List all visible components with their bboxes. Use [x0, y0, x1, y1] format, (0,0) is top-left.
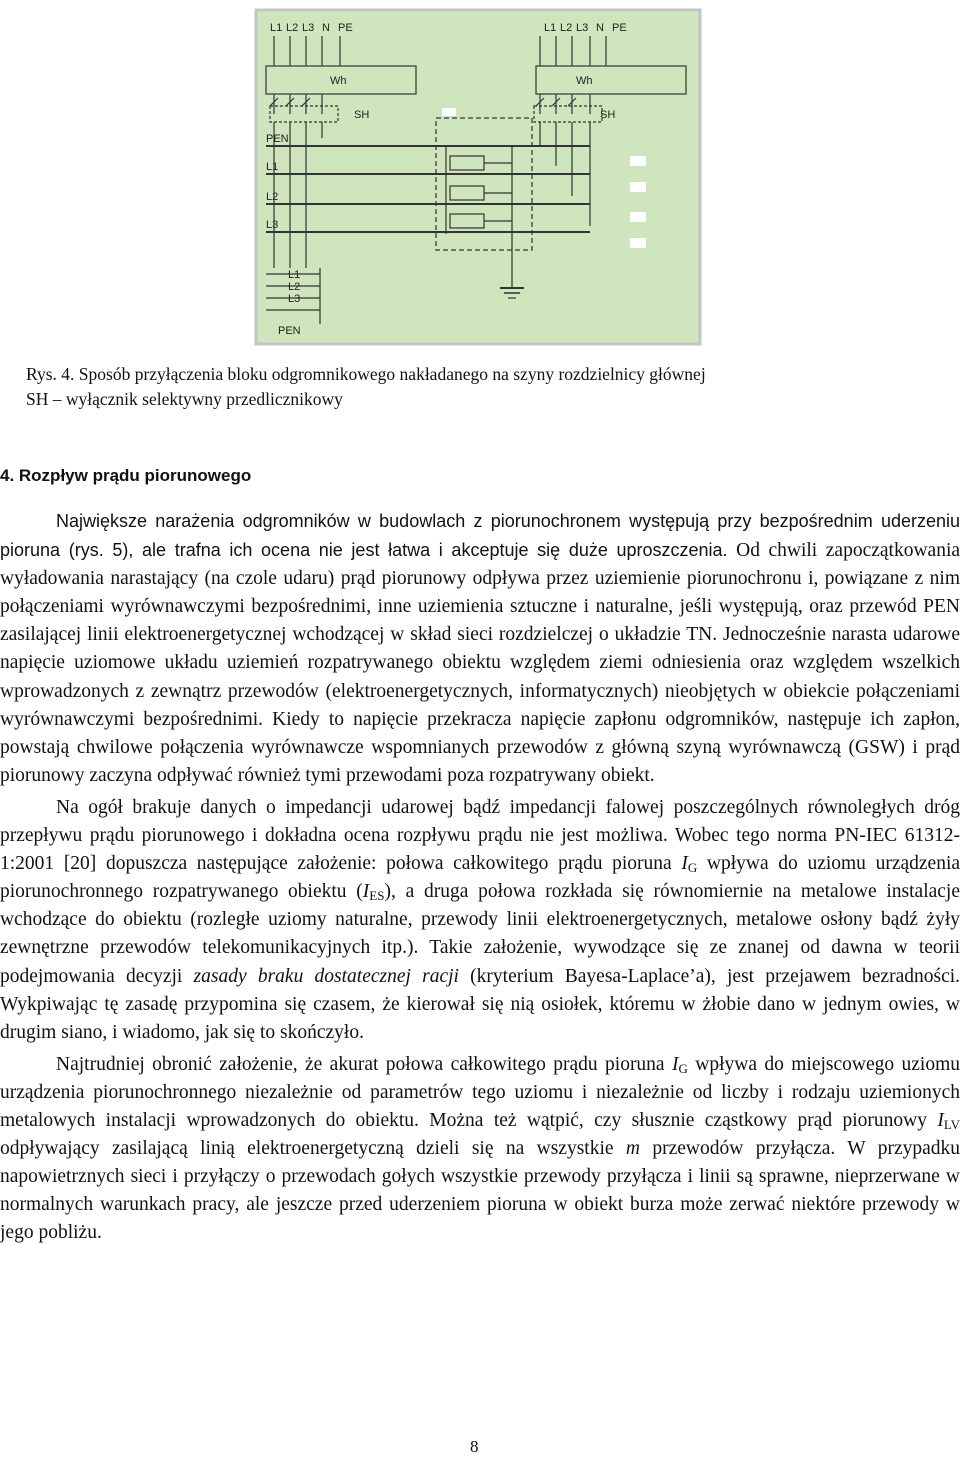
caption-line-2: SH – wyłącznik selektywny przedlicznikowy [26, 389, 343, 409]
circuit-diagram-figure [250, 6, 706, 346]
label-l3-left: L3 [302, 22, 315, 34]
p3-symbol-m: m [625, 1138, 640, 1160]
label-sh-left: SH [354, 109, 370, 121]
label-pen-supply: PEN [278, 325, 301, 337]
page-number: 8 [470, 1437, 479, 1456]
caption-line-1: Rys. 4. Sposób przyłączenia bloku odgromnikowego nakładanego na szyny rozdzielnicy głównej [26, 364, 706, 384]
body-text [0, 507, 960, 1247]
label-l3-supply: L3 [288, 293, 301, 305]
p3-symbol-i: I [671, 1053, 679, 1075]
paragraph-3 [0, 1051, 960, 1248]
label-n-left: N [322, 22, 330, 34]
label-l2-right: L2 [560, 22, 573, 34]
label-l1-left: L1 [270, 22, 283, 34]
p3-part-a: Najtrudniej obronić założenie, że akurat połowa całkowitego prądu pioruna [56, 1053, 665, 1075]
paragraph-2 [0, 794, 960, 1047]
figure-caption [26, 362, 926, 412]
label-l3-bus: L3 [266, 219, 279, 231]
circuit-diagram [250, 6, 706, 346]
p3-part-c: odpływający zasilającą linią elektroenergetyczną dzieli się na wszystkie [0, 1138, 614, 1160]
p2-part-a: Na ogół brakuje danych o impedancji udarowej bądź impedancji falowej poszczególnych równoległych dróg przepływu prądu piorunowego i dokładna ocena rozpływu prądu nie jest możliwa. Wobec tego norma PN-IEC 61312-1:2001 [20] dopuszcza następujące założenie: połowa całkowitego prądu pioruna [0, 796, 960, 875]
p1-sentence-d: Kiedy to napięcie przekracza napięcie zapłonu odgromników, następuje ich zapłon, powstają chwilowe połączenia wyrównawcze wspomnianych przewodów z główną szyną wyrównawczą (GSW) i prąd piorunowy zaczyna odpływać również tymi przewodami poza rozpatrywany obiekt. [0, 708, 960, 786]
section-heading: 4. Rozpływ prądu piorunowego [0, 466, 252, 485]
label-l2-supply: L2 [288, 281, 301, 293]
p2-part-d: (kryterium Bayesa-Laplace’a), jest przejawem bezradności. Wykpiwając tę zasadę przypomina się czasem, że kierował się nią osiołek, któremu w żłobie dano w jednym owies, w drugim siano, i wiadomo, jak się to skończyło. [0, 965, 960, 1043]
p2-part-c: ), a druga połowa rozkłada się równomiernie na metalowe instalacje wchodzące do obiektu (rozległe uziomy naturalne, przewody linii elektroenergetycznych, metalowe osłony bądź żyły zewnętrzne przewodów telekomunikacyjnych itp.). Takie założenie, wywodzące się ze znanej od dawna w teorii podejmowania decyzji [0, 881, 960, 987]
paragraph-1 [0, 507, 960, 790]
label-l1-bus: L1 [266, 161, 279, 173]
label-pen-bus: PEN [266, 133, 289, 145]
p2-symbol-i: I [681, 853, 688, 875]
p1-sentence-b: Od chwili zapoczątkowania wyładowania narastający (na czole udaru) prąd piorunowy odpływa przez uziemienie piorunochronu i, powiązane z nim połączeniami wyrównawczymi bezpośrednimi, inne uziemienia sztuczne i naturalne, jeśli występują, oraz przewód PEN zasilającej linii elektroenergetycznej wchodzącej w skład sieci rozdzielczej o układzie TN. [0, 540, 960, 646]
label-wh-right: Wh [576, 75, 593, 87]
p1-sentence-a: Największe narażenia odgromników w budowlach z piorunochronem występują przy bezpośrednim uderzeniu pioruna (rys. 5), ale trafna ich ocena nie jest łatwa i akceptuje się duże uproszczenia. [0, 511, 960, 561]
p2-emphasis: zasady braku dostatecznej racji [193, 965, 459, 987]
label-sh-right: SH [600, 109, 616, 121]
p3-sub-lv: LV [943, 1116, 960, 1132]
label-l2-left: L2 [286, 22, 299, 34]
p3-sub-g: G [678, 1060, 688, 1076]
label-pe-left: PE [338, 22, 353, 34]
p2-part-b: wpływa do uziomu urządzenia piorunochronnego rozpatrywanego obiektu ( [0, 853, 960, 903]
label-l1-right: L1 [544, 22, 557, 34]
label-n-right: N [596, 22, 604, 34]
p2-sub-es: ES [369, 888, 385, 904]
p3-part-d: przewodów przyłącza. W przypadku napowietrznych sieci i przyłączy o przewodach gołych wszystkie przewody przyłącza i linii są sprawne, nieprzerwane w normalnych warunkach pracy, ale jeszcze przed uderzeniem pioruna w obiekt burza może zerwać niektóre przewody w jego pobliżu. [0, 1138, 960, 1244]
label-pe-right: PE [612, 22, 627, 34]
label-wh-left: Wh [330, 75, 347, 87]
p1-sentence-c: Jednocześnie narasta udarowe napięcie uziomowe układu uziemień rozpatrywanego obiektu względem ziemi odniesienia oraz względem wszelkich wprowadzonych z zewnątrz przewodów (elektroenergetycznych, informatycznych) nieobjętych w obiekcie połączeniami wyrównawczymi bezpośrednimi. [0, 624, 960, 730]
p3-part-b: wpływa do miejscowego uziomu urządzenia piorunochronnego niezależnie od parametrów tego uziomu i niezależnie od liczby i rodzaju uziemionych metalowych instalacji wprowadzonych do obiektu. Można też wątpić, czy słusznie cząstkowy prąd piorunowy [0, 1053, 960, 1131]
diagram-background [256, 10, 700, 344]
p2-sub-g: G [687, 860, 698, 876]
p3-symbol-i-lv: I [937, 1109, 944, 1131]
label-l1-supply: L1 [288, 269, 301, 281]
label-l2-bus: L2 [266, 191, 279, 203]
p2-symbol-i-es: I [362, 881, 370, 903]
label-l3-right: L3 [576, 22, 589, 34]
